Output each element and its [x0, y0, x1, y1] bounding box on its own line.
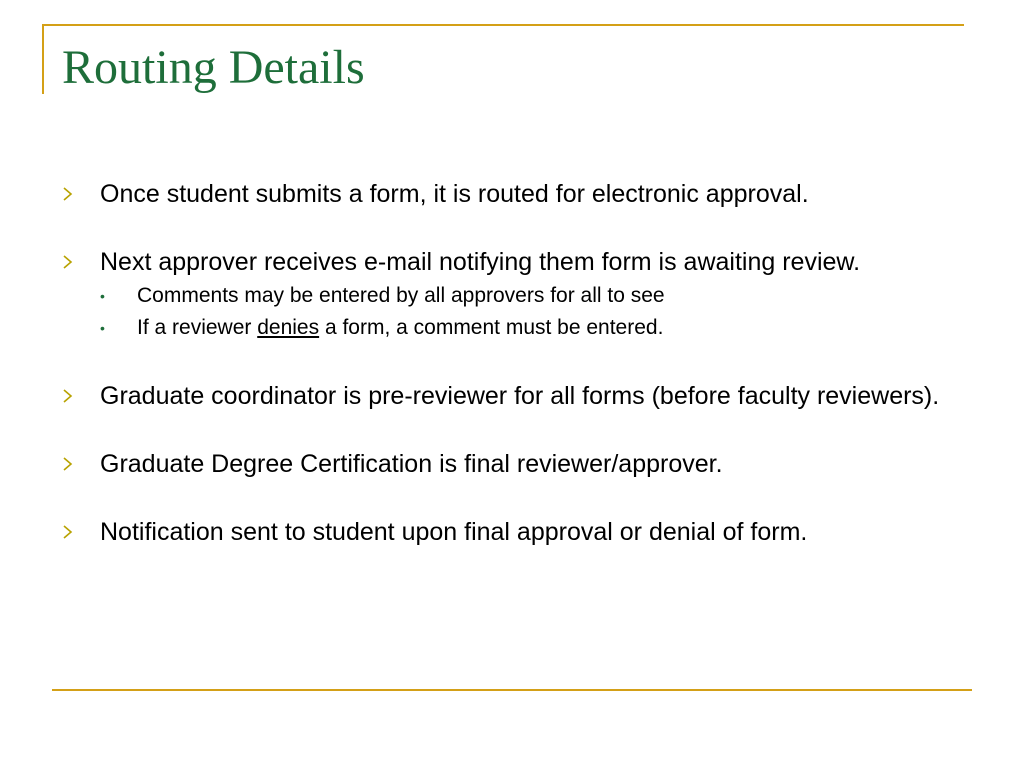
- arrow-bullet-icon: [62, 524, 74, 540]
- bullet-text: Once student submits a form, it is routed for electronic approval.: [100, 180, 809, 208]
- bullet-text: Next approver receives e-mail notifying them form is awaiting review.: [100, 248, 861, 276]
- sub-bullet-item: [62, 280, 962, 312]
- bullet-item: [62, 382, 962, 410]
- slide-title: Routing Details: [62, 41, 365, 94]
- dot-bullet-icon: •: [100, 288, 105, 304]
- bullet-text: Notification sent to student upon final approval or denial of form.: [100, 518, 808, 546]
- sub-bullet-text-pre: If a reviewer: [137, 316, 258, 339]
- dot-bullet-icon: •: [100, 320, 105, 336]
- bottom-rule: [52, 689, 972, 691]
- sub-bullet-text-post: a form, a comment must be entered.: [319, 316, 664, 339]
- arrow-bullet-icon: [62, 456, 74, 472]
- sub-bullet-item: [62, 312, 962, 344]
- left-rule: [42, 24, 44, 94]
- top-rule: [42, 24, 964, 26]
- sub-bullet-text: Comments may be entered by all approvers for all to see: [137, 284, 665, 307]
- bullet-item: [62, 518, 962, 546]
- bullet-item: [62, 248, 962, 344]
- bullet-text: Graduate coordinator is pre-reviewer for all forms (before faculty reviewers).: [100, 382, 940, 410]
- sub-bullet-list: [100, 280, 962, 344]
- arrow-bullet-icon: [62, 186, 74, 202]
- bullet-item: [62, 450, 962, 478]
- bullet-list: [62, 180, 962, 546]
- bullet-text: Graduate Degree Certification is final reviewer/approver.: [100, 450, 723, 478]
- bullet-item: [62, 180, 962, 208]
- arrow-bullet-icon: [62, 388, 74, 404]
- arrow-bullet-icon: [62, 254, 74, 270]
- denies-emphasis: denies: [257, 316, 320, 339]
